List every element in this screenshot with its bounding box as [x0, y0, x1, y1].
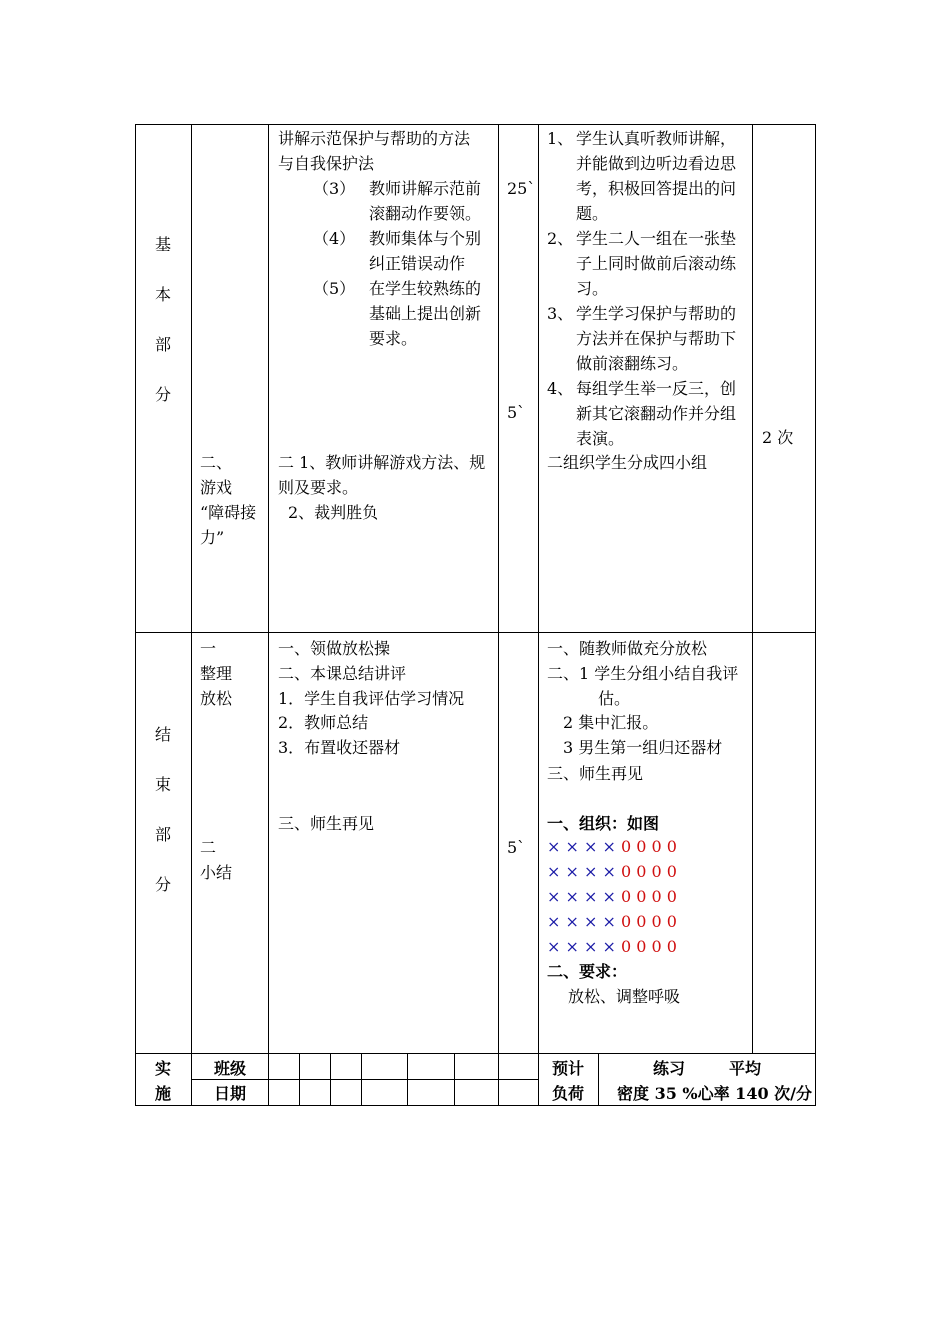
end-student: 2 集中汇报。 — [563, 713, 659, 732]
step-number: （5） — [313, 279, 356, 298]
end-student: 估。 — [598, 689, 631, 708]
organization-title: 一、组织：如图 — [547, 814, 660, 833]
student-text: 学生二人一组在一张垫 — [576, 229, 737, 248]
section-char: 分 — [154, 875, 171, 894]
section-char: 部 — [154, 335, 171, 354]
content-intro: 与自我保护法 — [278, 154, 375, 173]
formation-row — [547, 834, 677, 859]
end-content: 一、领做放松操 — [278, 639, 391, 658]
section-label-end — [153, 722, 173, 922]
density-heart-rate: 密度 35 %心率 140 次/分 — [617, 1084, 812, 1103]
formation-row — [547, 934, 677, 959]
circle-marks: 0 0 0 0 — [620, 887, 677, 906]
end-student: 三、师生再见 — [547, 764, 644, 783]
end-content: 1．学生自我评估学习情况 — [278, 689, 465, 708]
step-number: （3） — [313, 179, 356, 198]
circle-marks: 0 0 0 0 — [620, 912, 677, 931]
row-divider-2 — [135, 1053, 815, 1054]
student-text: 表演。 — [576, 429, 625, 448]
row-divider-1 — [135, 632, 815, 633]
section-char: 部 — [154, 825, 171, 844]
student-text: 做前滚翻练习。 — [576, 354, 689, 373]
section-char: 本 — [154, 285, 171, 304]
formation-row — [547, 859, 677, 884]
step-text: 在学生较熟练的 — [369, 279, 482, 298]
time-value: 5` — [507, 403, 526, 422]
step-number: （4） — [313, 229, 356, 248]
cross-marks: × × × × — [547, 937, 616, 956]
cross-marks: × × × × — [547, 912, 616, 931]
section-label-basic — [153, 232, 173, 432]
end-content: 2．教师总结 — [278, 713, 369, 732]
student-number: 2、 — [547, 229, 574, 248]
average-label: 平均 — [729, 1059, 762, 1078]
student-text: 题。 — [576, 204, 609, 223]
end-student: 一、随教师做充分放松 — [547, 639, 708, 658]
circle-marks: 0 0 0 0 — [620, 837, 677, 856]
student-text: 习。 — [576, 279, 609, 298]
game-content: 2、裁判胜负 — [288, 503, 379, 522]
section-char: 基 — [154, 235, 171, 254]
end-item-label: 整理 — [200, 664, 233, 683]
end-student: 3 男生第一组归还器材 — [563, 738, 723, 757]
step-text: 滚翻动作要领。 — [369, 204, 482, 223]
game-content: 则及要求。 — [278, 478, 359, 497]
requirement-text: 放松、调整呼吸 — [568, 987, 681, 1006]
student-text: 学生学习保护与帮助的 — [576, 304, 737, 323]
game-item-label: 二、 — [200, 453, 233, 472]
cross-marks: × × × × — [547, 887, 616, 906]
cross-marks: × × × × — [547, 862, 616, 881]
game-item-label: 游戏 — [200, 478, 233, 497]
student-number: 3、 — [547, 304, 574, 323]
end-item-label: 一 — [200, 639, 217, 658]
end-student: 二、1 学生分组小结自我评 — [547, 664, 739, 683]
time-value: 5` — [507, 838, 526, 857]
content-intro: 讲解示范保护与帮助的方法 — [278, 129, 471, 148]
game-content: 二 1、教师讲解游戏方法、规 — [278, 453, 486, 472]
step-text: 基础上提出创新 — [369, 304, 482, 323]
table-border-right — [815, 124, 816, 1106]
cross-marks: × × × × — [547, 837, 616, 856]
student-game: 二组织学生分成四小组 — [547, 453, 708, 472]
table-border-left — [135, 124, 136, 1106]
end-content: 3．布置收还器材 — [278, 738, 401, 757]
end-content: 二、本课总结讲评 — [278, 664, 407, 683]
count-value: 2 次 — [762, 428, 794, 447]
col-divider-3 — [498, 124, 499, 1106]
circle-marks: 0 0 0 0 — [620, 862, 677, 881]
col-divider-1 — [191, 124, 192, 1106]
load-label: 负荷 — [552, 1084, 585, 1103]
student-number: 4、 — [547, 379, 574, 398]
col-divider-4 — [538, 124, 539, 1106]
student-text: 并能做到边听边看边思 — [576, 154, 737, 173]
requirement-title: 二、要求： — [547, 962, 628, 981]
end-item-label: 二 — [200, 838, 217, 857]
col-divider-2 — [268, 124, 269, 1106]
col-divider-5 — [752, 124, 753, 1054]
student-text: 每组学生举一反三，创 — [576, 379, 737, 398]
step-text: 要求。 — [369, 329, 418, 348]
footer-cell-line — [361, 1053, 362, 1106]
student-text: 学生认真听教师讲解， — [576, 129, 737, 148]
formation-row — [547, 909, 677, 934]
section-char: 分 — [154, 385, 171, 404]
section-char: 结 — [154, 725, 171, 744]
practice-label: 练习 — [653, 1059, 686, 1078]
impl-label: 施 — [155, 1084, 172, 1103]
step-text: 教师集体与个别 — [369, 229, 482, 248]
student-text: 子上同时做前后滚动练 — [576, 254, 737, 273]
time-value: 25` — [507, 179, 536, 198]
section-char: 束 — [154, 775, 171, 794]
footer-cell-line — [299, 1053, 300, 1106]
step-text: 纠正错误动作 — [369, 254, 466, 273]
student-number: 1、 — [547, 129, 574, 148]
formation-row — [547, 884, 677, 909]
footer-cell-line — [330, 1053, 331, 1106]
end-item-label: 小结 — [200, 863, 233, 882]
end-content: 三、师生再见 — [278, 814, 375, 833]
student-text: 方法并在保护与帮助下 — [576, 329, 737, 348]
impl-label: 实 — [155, 1059, 172, 1078]
game-item-label: 力” — [200, 528, 225, 547]
student-text: 新其它滚翻动作并分组 — [576, 404, 737, 423]
footer-cell-line — [454, 1053, 455, 1106]
footer-cell-line — [407, 1053, 408, 1106]
end-item-label: 放松 — [200, 689, 233, 708]
game-item-label: “障碍接 — [200, 503, 257, 522]
student-text: 考，积极回答提出的问 — [576, 179, 737, 198]
footer-cell-line — [598, 1053, 599, 1106]
step-text: 教师讲解示范前 — [369, 179, 482, 198]
table-border-top — [135, 124, 815, 125]
class-label: 班级 — [214, 1059, 247, 1078]
load-label: 预计 — [552, 1059, 585, 1078]
circle-marks: 0 0 0 0 — [620, 937, 677, 956]
date-label: 日期 — [214, 1084, 247, 1103]
